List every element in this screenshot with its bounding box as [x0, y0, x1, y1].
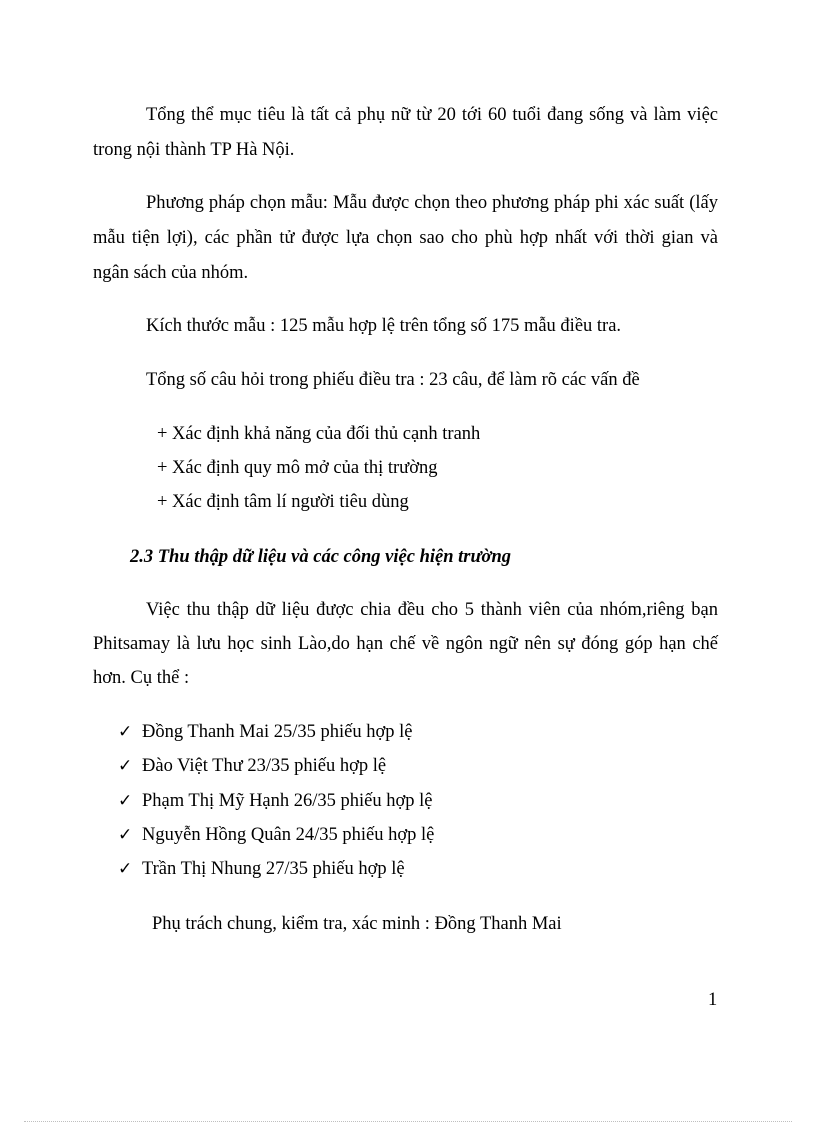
purpose-item: + Xác định khả năng của đối thủ cạnh tranh [157, 424, 481, 444]
member-text: Đồng Thanh Mai 25/35 phiếu hợp lệ [142, 722, 413, 742]
member-text: Nguyễn Hồng Quân 24/35 phiếu hợp lệ [142, 825, 435, 845]
checkmark-icon: ✓ [118, 859, 133, 879]
checkmark-icon: ✓ [118, 825, 133, 845]
member-list-item [118, 860, 405, 879]
purpose-item: + Xác định quy mô mở của thị trường [157, 458, 438, 478]
sampling-method-line-1: Phương pháp chọn mẫu: Mẫu được chọn theo phương pháp phi xác suất (lấy [146, 193, 718, 213]
target-population-line-2: trong nội thành TP Hà Nội. [93, 140, 295, 160]
question-count-text: Tổng số câu hỏi trong phiếu điều tra : 23 câu, để làm rõ các vấn đề [146, 370, 640, 390]
purpose-item: + Xác định tâm lí người tiêu dùng [157, 492, 409, 512]
member-list-item [118, 723, 412, 742]
member-text: Phạm Thị Mỹ Hạnh 26/35 phiếu hợp lệ [142, 791, 433, 811]
supervisor-text: Phụ trách chung, kiểm tra, xác minh : Đồng Thanh Mai [152, 914, 562, 934]
member-text: Trần Thị Nhung 27/35 phiếu hợp lệ [142, 859, 405, 879]
page-bottom-border [24, 1121, 792, 1122]
data-collection-line-3: hơn. Cụ thể : [93, 668, 190, 688]
sampling-method-line-3: ngân sách của nhóm. [93, 263, 249, 283]
sample-size-text: Kích thước mẫu : 125 mẫu hợp lệ trên tổng số 175 mẫu điều tra. [146, 316, 622, 336]
member-text: Đào Việt Thư 23/35 phiếu hợp lệ [142, 756, 387, 776]
member-list-item [118, 757, 386, 776]
checkmark-icon: ✓ [118, 756, 133, 776]
member-list-item [118, 792, 433, 811]
data-collection-line-1: Việc thu thập dữ liệu được chia đều cho 5 thành viên của nhóm,riêng bạn [146, 600, 718, 620]
target-population-line-1: Tổng thể mục tiêu là tất cả phụ nữ từ 20 tới 60 tuổi đang sống và làm việc [146, 105, 718, 125]
sampling-method-line-2: mẫu tiện lợi), các phần tử được lựa chọn sao cho phù hợp nhất với thời gian và [93, 228, 718, 248]
checkmark-icon: ✓ [118, 722, 133, 742]
data-collection-line-2: Phitsamay là lưu học sinh Lào,do hạn chế về ngôn ngữ nên sự đóng góp hạn chế [93, 634, 718, 654]
checkmark-icon: ✓ [118, 791, 133, 811]
section-heading: 2.3 Thu thập dữ liệu và các công việc hiện trường [130, 547, 512, 567]
member-list-item [118, 826, 434, 845]
page-number: 1 [708, 990, 718, 1010]
